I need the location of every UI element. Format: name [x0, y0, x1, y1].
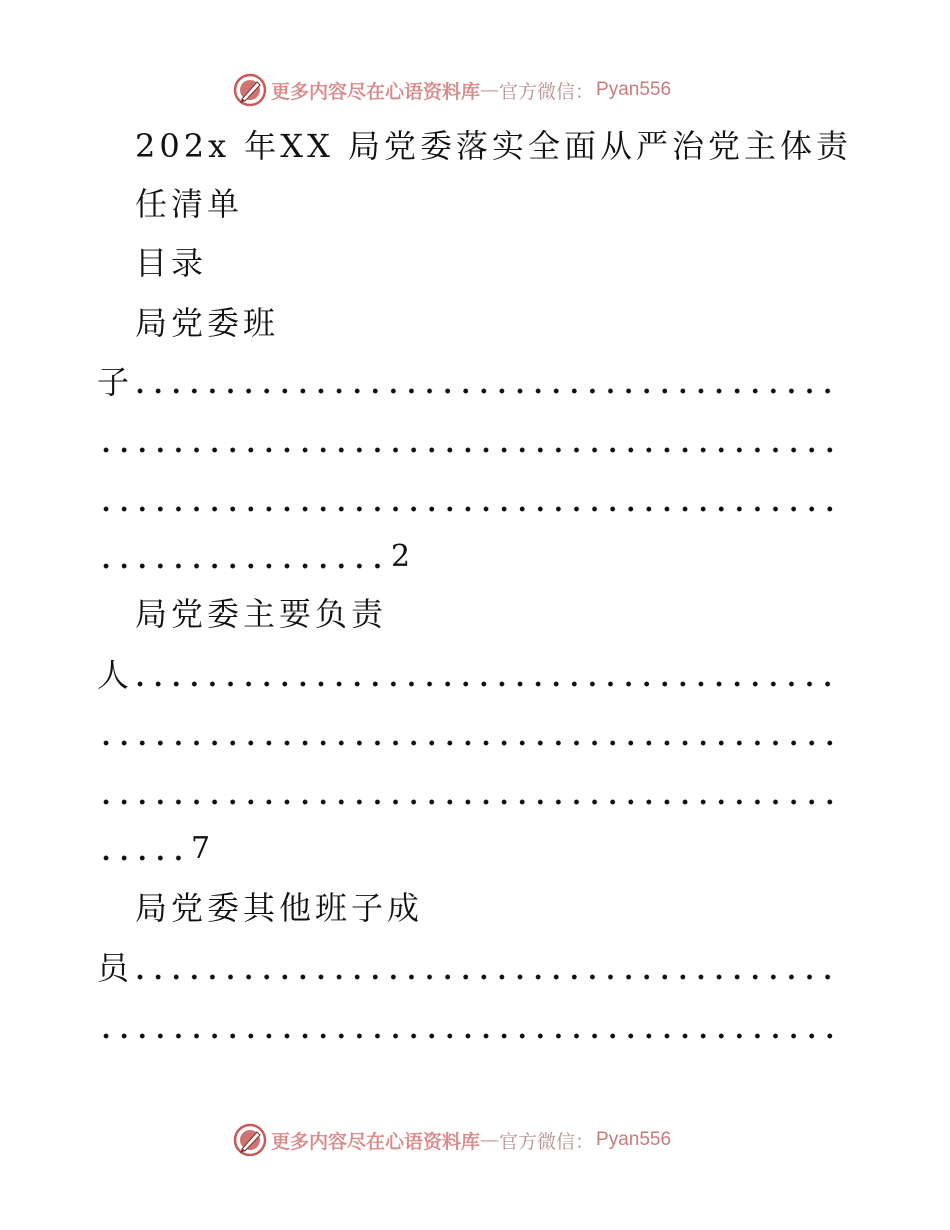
document-title-line-2: 任清单: [135, 185, 244, 223]
banner-brand-text: 更多内容尽在心语资料库: [271, 1130, 481, 1153]
toc-entry-2-page-row: [97, 829, 842, 869]
toc-entry-3-label-tail: 员: [97, 949, 132, 987]
dot-leader: [97, 799, 842, 805]
toc-entry-3-leader-row: [97, 948, 842, 988]
toc-entry-2-leader-row: [97, 655, 842, 695]
banner-wechat-label: 官方微信：: [499, 1130, 595, 1153]
banner-wechat-id: Pyan556: [596, 1129, 672, 1150]
toc-entry-1-label: 局党委班: [135, 304, 280, 342]
toc-heading: 目录: [135, 244, 208, 282]
dot-leader: [131, 974, 842, 980]
toc-entry-1-page-row: [97, 537, 842, 577]
header-watermark-banner: [233, 71, 713, 109]
toc-entry-1-leader-row: [97, 362, 842, 402]
dot-leader: [97, 563, 387, 569]
dot-leader: [131, 681, 842, 687]
quill-logo-icon: [233, 1123, 267, 1157]
dot-leader: [131, 388, 842, 394]
dot-leader: [97, 855, 187, 861]
quill-logo-icon: [233, 73, 267, 107]
dot-leader-row: [97, 421, 842, 461]
dot-leader-row: [97, 714, 842, 754]
toc-entry-2-page-number: 7: [191, 831, 211, 866]
dot-leader: [97, 740, 842, 746]
toc-entry-1-page-number: 2: [391, 539, 411, 574]
footer-watermark-banner: [233, 1121, 713, 1159]
dot-leader: [97, 506, 842, 512]
dot-leader-row: [97, 480, 842, 520]
dot-leader-row: [97, 1007, 842, 1047]
dot-leader: [97, 1033, 842, 1039]
document-title-line-1: 202x 年XX 局党委落实全面从严治党主体责: [135, 127, 853, 165]
toc-entry-3-label: 局党委其他班子成: [135, 889, 424, 927]
dot-leader-row: [97, 773, 842, 813]
banner-separator: —: [480, 1129, 500, 1151]
toc-entry-2-label-tail: 人: [97, 656, 132, 694]
banner-separator: —: [480, 79, 500, 101]
toc-entry-2-label: 局党委主要负责: [135, 595, 388, 633]
banner-wechat-label: 官方微信：: [499, 80, 595, 103]
banner-brand-text: 更多内容尽在心语资料库: [271, 80, 481, 103]
toc-entry-1-label-tail: 子: [97, 363, 132, 401]
dot-leader: [97, 447, 842, 453]
banner-wechat-id: Pyan556: [596, 79, 672, 100]
